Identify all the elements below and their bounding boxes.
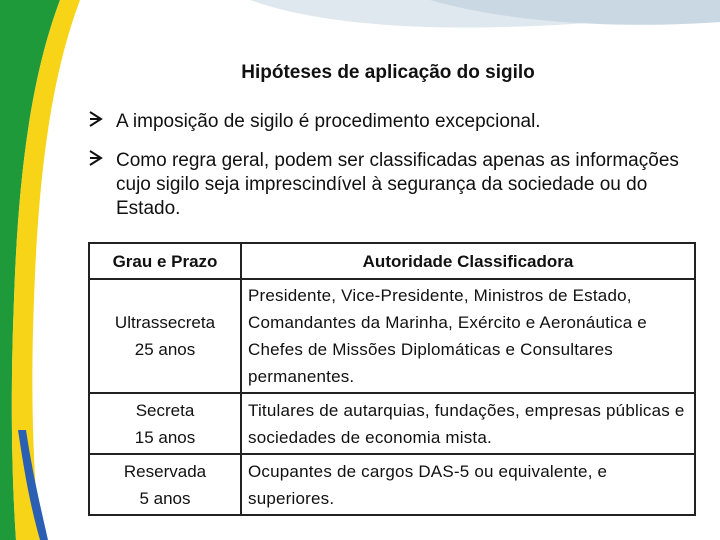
table-row bbox=[89, 393, 695, 454]
header-grau-prazo: Grau e Prazo bbox=[89, 243, 241, 279]
grau-label: Ultrassecreta bbox=[114, 313, 216, 332]
slide-title: Hipóteses de aplicação do sigilo bbox=[241, 62, 535, 83]
grau-label: Reservada bbox=[123, 461, 207, 481]
grau-prazo-cell bbox=[89, 393, 241, 454]
classification-table bbox=[88, 242, 696, 516]
arrow-bullet-icon bbox=[88, 149, 106, 174]
prazo-label: 25 anos bbox=[134, 340, 196, 359]
grau-label: Secreta bbox=[135, 400, 195, 420]
prazo-label: 15 anos bbox=[134, 427, 196, 447]
table-row bbox=[89, 279, 695, 393]
autoridade-cell: Titulares de autarquias, fundações, empresas públicas e sociedades de economia mista. bbox=[241, 393, 695, 454]
bullet-item-2 bbox=[88, 149, 688, 221]
autoridade-cell: Ocupantes de cargos DAS-5 ou equivalente, e superiores. bbox=[241, 454, 695, 515]
grau-prazo-cell bbox=[89, 454, 241, 515]
prazo-label: 5 anos bbox=[139, 488, 191, 508]
header-autoridade: Autoridade Classificadora bbox=[241, 243, 695, 279]
table-header-row bbox=[89, 243, 695, 279]
autoridade-cell: Presidente, Vice-Presidente, Ministros de Estado, Comandantes da Marinha, Exército e Aeronáutica e Chefes de Missões Diplomáticas e Consultares permanentes. bbox=[241, 279, 695, 393]
bullet-item-1 bbox=[88, 110, 688, 134]
table-row bbox=[89, 454, 695, 515]
arrow-bullet-icon bbox=[88, 110, 106, 135]
grau-prazo-cell bbox=[89, 279, 241, 393]
bullet-text-1: A imposição de sigilo é procedimento excepcional. bbox=[116, 111, 541, 132]
bullet-text-2: Como regra geral, podem ser classificadas apenas as informações cujo sigilo seja imprescindível à segurança da sociedade ou do Estado. bbox=[116, 150, 679, 219]
